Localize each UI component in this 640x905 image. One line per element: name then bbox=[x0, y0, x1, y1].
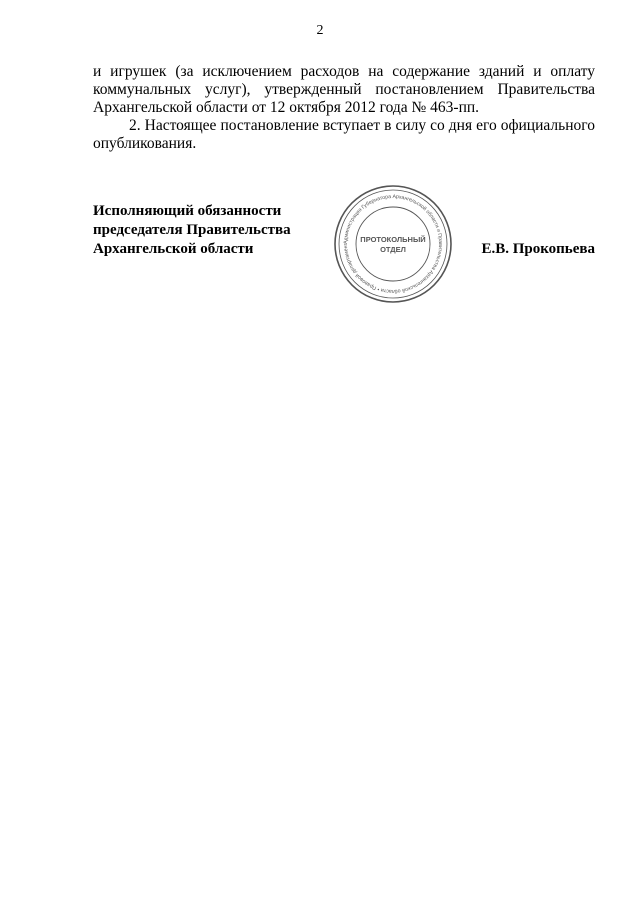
signature-position-line: Архангельской области bbox=[93, 241, 254, 257]
stamp-seal-icon bbox=[332, 183, 454, 305]
signer-name: Е.В. Прокопьева bbox=[481, 241, 595, 257]
stamp-outer-ring bbox=[335, 186, 451, 302]
stamp-inner-ring bbox=[356, 207, 430, 281]
signature-position bbox=[93, 202, 293, 259]
paragraph-continuation: и игрушек (за исключением расходов на содержание зданий и оплату коммунальных услуг), утвержденный постановлением Правительства Архангельской области от 12 октября 2012 года № 463-пп. bbox=[93, 63, 595, 116]
signature-position-line: председателя Правительства bbox=[93, 222, 291, 238]
signature-position-line: Исполняющий обязанности bbox=[93, 203, 282, 219]
stamp-center-line2: ОТДЕЛ bbox=[380, 245, 406, 254]
page-number: 2 bbox=[316, 23, 324, 38]
paragraph-2: 2. Настоящее постановление вступает в силу со дня его официального опубликования. bbox=[93, 117, 595, 152]
stamp-ring-text: Администрация Губернатора Архангельской области и Правительства Архангельской области • Правовой департамент bbox=[342, 193, 444, 295]
document-body bbox=[93, 63, 595, 153]
stamp-center-line1: ПРОТОКОЛЬНЫЙ bbox=[360, 235, 426, 244]
official-stamp bbox=[332, 183, 454, 305]
stamp-middle-ring bbox=[339, 190, 447, 298]
